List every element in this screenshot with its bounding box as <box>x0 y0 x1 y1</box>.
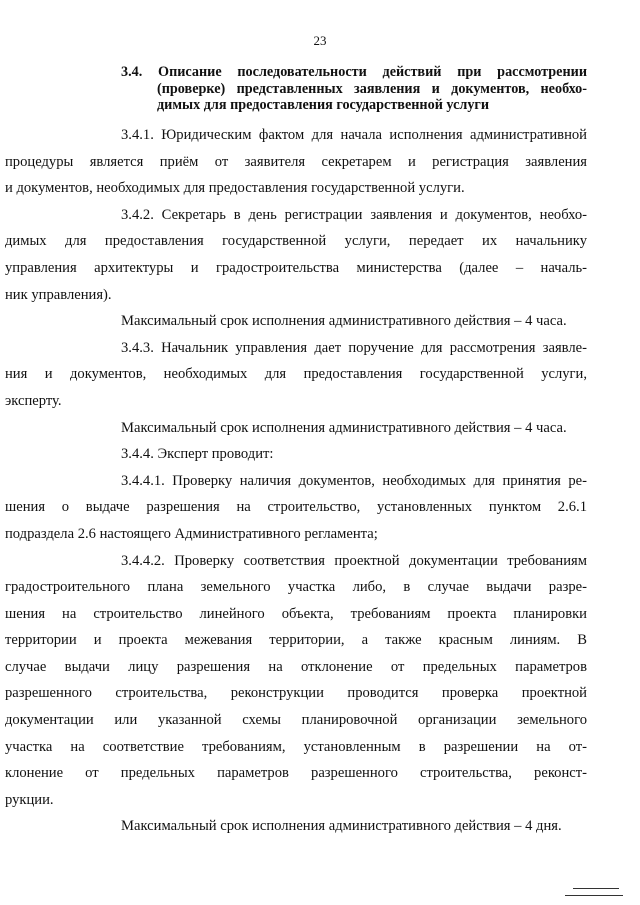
text-line: 3.4.4.2. Проверку соответствия проектной документации требованиям <box>121 552 587 569</box>
text-line: подраздела 2.6 настоящего Административного регламента; <box>5 525 378 542</box>
text-line: и документов, необходимых для предоставления государственной услуги. <box>5 180 465 197</box>
heading-line: (проверке) представленных заявления и документов, необхо- <box>157 80 587 97</box>
paragraph-3-4-3 <box>5 335 587 415</box>
text-line: территории и проекта межевания территории, а также красным линиям. В <box>5 632 587 649</box>
text-line: 3.4.4.1. Проверку наличия документов, необходимых для принятия ре- <box>121 472 587 489</box>
text-line: димых для предоставления государственной услуги, передает их начальнику <box>5 233 587 250</box>
footer-rule <box>565 895 623 896</box>
text-line: Максимальный срок исполнения административного действия – 4 часа. <box>121 419 567 436</box>
text-line: 3.4.4. Эксперт проводит: <box>121 446 274 463</box>
paragraph-max-term-3 <box>121 813 587 840</box>
text-line: процедуры является приём от заявителя секретарем и регистрация заявления <box>5 153 587 170</box>
text-line: шения о выдаче разрешения на строительство, установленных пунктом 2.6.1 <box>5 499 587 516</box>
text-line: 3.4.2. Секретарь в день регистрации заявления и документов, необхо- <box>121 206 587 223</box>
text-line: 3.4.3. Начальник управления дает поручение для рассмотрения заявле- <box>121 339 587 356</box>
text-line: Максимальный срок исполнения административного действия – 4 дня. <box>121 818 562 835</box>
text-line: участка на соответствие требованиям, установленным в разрешении на от- <box>5 738 587 755</box>
text-line: разрешенного строительства, реконструкции проводится проверка проектной <box>5 685 587 702</box>
body-text <box>5 122 587 840</box>
text-line: управления архитектуры и градостроительства министерства (далее – началь- <box>5 259 587 276</box>
text-line: Максимальный срок исполнения административного действия – 4 часа. <box>121 313 567 330</box>
heading-line: димых для предоставления государственной услуги <box>157 97 490 113</box>
page-number: 23 <box>313 33 327 48</box>
text-line: эксперту. <box>5 392 62 409</box>
text-line: 3.4.1. Юридическим фактом для начала исполнения административной <box>121 127 587 143</box>
text-line: клонение от предельных параметров разрешенного строительства, реконст- <box>5 765 587 782</box>
text-line: ник управления). <box>5 286 112 303</box>
text-line: рукции. <box>5 791 54 808</box>
text-line: шения на строительство линейного объекта, требованиям проекта планировки <box>5 605 587 622</box>
footer-rule <box>573 888 619 889</box>
text-line: случае выдачи лицу разрешения на отклонение от предельных параметров <box>5 658 587 675</box>
paragraph-3-4-4-1 <box>5 468 587 548</box>
paragraph-3-4-4-2 <box>5 548 587 814</box>
section-heading <box>121 64 587 114</box>
paragraph-3-4-2 <box>5 202 587 308</box>
paragraph-3-4-4 <box>121 441 587 468</box>
text-line: ния и документов, необходимых для предоставления государственной услуги, <box>5 366 587 383</box>
text-line: градостроительного плана земельного участка либо, в случае выдачи разре- <box>5 579 587 596</box>
paragraph-3-4-1 <box>5 122 587 202</box>
paragraph-max-term-1 <box>121 308 587 335</box>
text-line: документации или указанной схемы планировочной организации земельного <box>5 712 587 729</box>
heading-line: 3.4. Описание последовательности действий при рассмотрении <box>121 64 587 80</box>
paragraph-max-term-2 <box>121 415 587 442</box>
